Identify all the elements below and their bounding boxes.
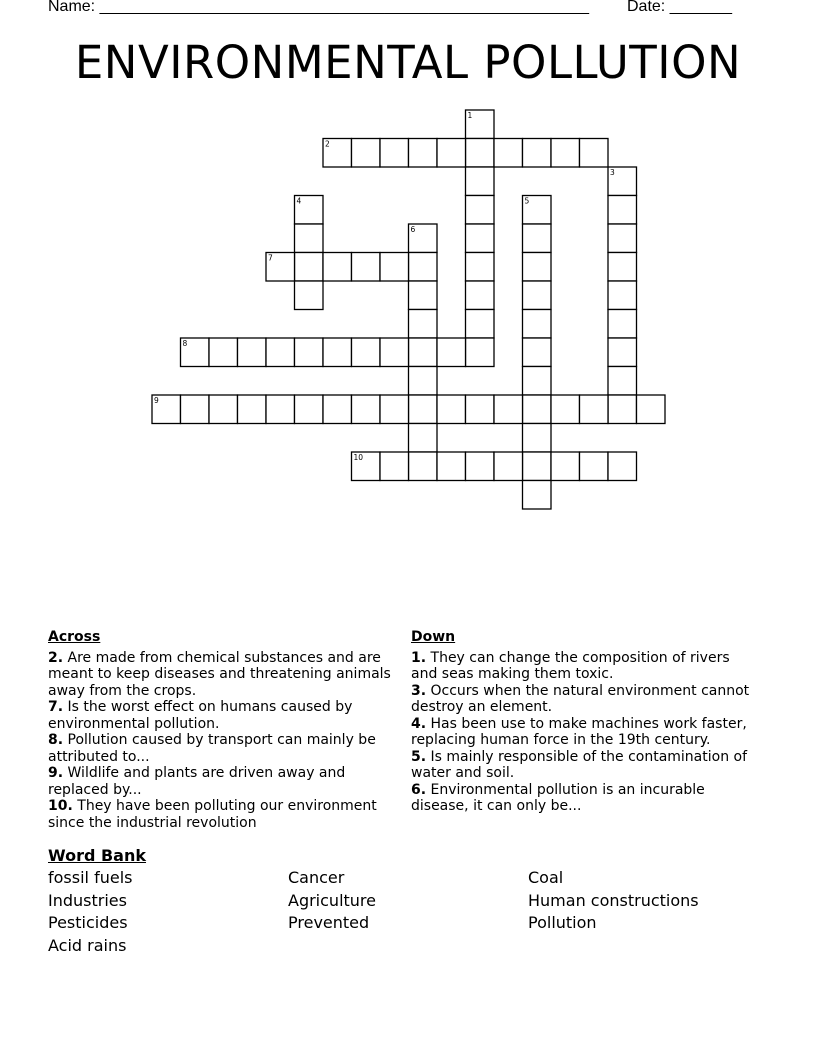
crossword-cell[interactable] (437, 395, 466, 424)
crossword-cell[interactable] (466, 452, 495, 481)
crossword-cell[interactable] (608, 310, 637, 339)
cell-number: 2 (325, 139, 330, 149)
clue-number: 4. (411, 715, 427, 732)
clue-text: Has been use to make machines work faster, replacing human force in the 19th century. (411, 715, 747, 748)
cell-number: 5 (524, 196, 530, 206)
crossword-cell[interactable] (608, 224, 637, 253)
clue-number: 8. (48, 732, 64, 748)
cell-number: 10 (353, 453, 364, 462)
date-field[interactable]: Date: _______ (627, 0, 732, 15)
crossword-cell[interactable] (608, 367, 637, 396)
crossword-cell[interactable] (437, 338, 466, 367)
down-heading: Down (411, 629, 456, 645)
crossword-cell[interactable] (409, 452, 438, 481)
crossword-cell[interactable] (323, 338, 352, 367)
down-clue (411, 716, 756, 749)
cell-number: 6 (410, 225, 416, 234)
cell-number: 1 (467, 111, 473, 120)
crossword-cell[interactable] (608, 196, 637, 225)
word-bank-heading: Word Bank (48, 846, 147, 865)
down-clues (411, 629, 756, 815)
crossword-cell[interactable] (551, 395, 580, 424)
crossword-cell[interactable] (523, 139, 552, 168)
crossword-cell[interactable] (466, 281, 495, 310)
down-clue (411, 650, 756, 683)
clue-number: 9. (48, 765, 64, 781)
crossword-cell[interactable] (409, 338, 438, 367)
cell-number: 7 (268, 253, 273, 263)
crossword-cell[interactable] (608, 338, 637, 367)
crossword-cell[interactable] (523, 338, 552, 367)
clue-number: 2. (48, 649, 64, 666)
crossword-cell[interactable] (608, 452, 637, 481)
crossword-cell[interactable] (238, 338, 267, 367)
word-bank-item: Cancer (288, 868, 345, 887)
clue-number: 1. (411, 649, 427, 666)
crossword-cell[interactable] (466, 224, 495, 253)
crossword-cell[interactable] (295, 224, 324, 253)
word-bank (48, 846, 768, 956)
clue-number: 7. (48, 699, 64, 715)
crossword-cell[interactable] (580, 452, 609, 481)
crossword-cell[interactable] (466, 196, 495, 225)
crossword-cell[interactable] (409, 395, 438, 424)
clue-text: Occurs when the natural environment cannot destroy an element. (411, 682, 750, 715)
word-bank-item: Industries (48, 890, 127, 910)
crossword-cell[interactable] (352, 338, 381, 367)
word-bank-item: Prevented (288, 913, 370, 932)
crossword-cell[interactable] (409, 139, 438, 168)
clue-text: Pollution caused by transport can mainly be attributed to... (48, 732, 376, 765)
crossword-cell[interactable] (608, 395, 637, 424)
crossword-cell[interactable] (409, 310, 438, 339)
crossword-cell[interactable] (551, 139, 580, 168)
word-bank-item: Pollution (528, 913, 597, 932)
clue-text: Wildlife and plants are driven away and replaced by... (48, 765, 346, 798)
crossword-cell[interactable] (523, 224, 552, 253)
crossword-cell[interactable] (352, 139, 381, 168)
crossword-cell[interactable] (181, 395, 210, 424)
crossword-cell[interactable] (523, 481, 552, 510)
down-clue (411, 683, 756, 716)
crossword-cell[interactable] (466, 395, 495, 424)
crossword-cell[interactable] (409, 424, 438, 453)
crossword-cell[interactable] (580, 139, 609, 168)
crossword-cell[interactable] (494, 395, 523, 424)
clue-text: Are made from chemical substances and are meant to keep diseases and threatening animals away from the crops. (48, 649, 391, 699)
crossword-cell[interactable] (238, 395, 267, 424)
crossword-cell[interactable] (209, 338, 238, 367)
crossword-cell[interactable] (580, 395, 609, 424)
crossword-cell[interactable] (523, 253, 552, 282)
crossword-cell[interactable] (523, 452, 552, 481)
crossword-cell[interactable] (380, 452, 409, 481)
across-heading: Across (48, 629, 101, 645)
crossword-cell[interactable] (523, 395, 552, 424)
across-clues (48, 629, 393, 831)
clue-number: 5. (411, 748, 427, 765)
crossword-cell[interactable] (637, 395, 666, 424)
crossword-cell[interactable] (466, 167, 495, 196)
crossword-cell[interactable] (266, 395, 295, 424)
crossword-cell[interactable] (409, 281, 438, 310)
cell-number: 8 (182, 339, 188, 348)
crossword-cell[interactable] (266, 338, 295, 367)
word-bank-item: Pesticides (48, 913, 128, 932)
crossword-cell[interactable] (608, 281, 637, 310)
crossword-cell[interactable] (437, 452, 466, 481)
name-field[interactable]: Name: _______________________________________________________ (48, 0, 589, 15)
crossword-cell[interactable] (380, 253, 409, 282)
crossword-cell[interactable] (323, 253, 352, 282)
word-bank-item: fossil fuels (48, 868, 133, 887)
cell-number: 9 (154, 396, 159, 405)
across-clue (48, 650, 393, 700)
crossword-cell[interactable] (437, 139, 466, 168)
word-bank-item: Coal (528, 868, 564, 887)
crossword-cell[interactable] (466, 139, 495, 168)
clue-text: They can change the composition of rivers and seas making them toxic. (411, 649, 730, 682)
crossword-cell[interactable] (523, 424, 552, 453)
clue-number: 3. (411, 682, 427, 699)
crossword-cell[interactable] (494, 139, 523, 168)
clue-text: They have been polluting our environment since the industrial revolution (48, 798, 377, 831)
across-clue (48, 765, 393, 798)
crossword-cell[interactable] (551, 452, 580, 481)
crossword-cell[interactable] (494, 452, 523, 481)
crossword-cell[interactable] (295, 338, 324, 367)
across-clue (48, 699, 393, 732)
cell-number: 4 (296, 196, 302, 206)
crossword-cell[interactable] (295, 281, 324, 310)
crossword-cell[interactable] (409, 253, 438, 282)
crossword-cell[interactable] (295, 253, 324, 282)
clue-text: Environmental pollution is an incurable disease, it can only be... (411, 781, 705, 814)
crossword-cell[interactable] (380, 338, 409, 367)
crossword-cell[interactable] (295, 395, 324, 424)
down-clue (411, 749, 756, 782)
down-clue (411, 782, 756, 815)
page-title: ENVIRONMENTAL POLLUTION (74, 36, 742, 89)
crossword-cell[interactable] (523, 281, 552, 310)
cell-number: 3 (610, 168, 615, 177)
clue-text: Is mainly responsible of the contamination of water and soil. (411, 748, 748, 781)
crossword-cell[interactable] (352, 253, 381, 282)
clue-number: 10. (48, 798, 73, 814)
crossword-cell[interactable] (380, 395, 409, 424)
across-clue (48, 732, 393, 765)
crossword-cell[interactable] (352, 395, 381, 424)
crossword-cell[interactable] (466, 253, 495, 282)
word-bank-item: Human constructions (528, 890, 699, 910)
crossword-cell[interactable] (523, 367, 552, 396)
crossword-cell[interactable] (323, 395, 352, 424)
clue-text: Is the worst effect on humans caused by environmental pollution. (48, 699, 353, 732)
clue-number: 6. (411, 781, 427, 798)
across-clue (48, 798, 393, 831)
word-bank-item: Agriculture (288, 890, 376, 910)
crossword-cell[interactable] (466, 338, 495, 367)
crossword-cell[interactable] (608, 253, 637, 282)
crossword-cell[interactable] (409, 367, 438, 396)
word-bank-item: Acid rains (48, 935, 127, 955)
crossword-cell[interactable] (209, 395, 238, 424)
crossword-cell[interactable] (466, 310, 495, 339)
crossword-cell[interactable] (380, 139, 409, 168)
crossword-cell[interactable] (523, 310, 552, 339)
